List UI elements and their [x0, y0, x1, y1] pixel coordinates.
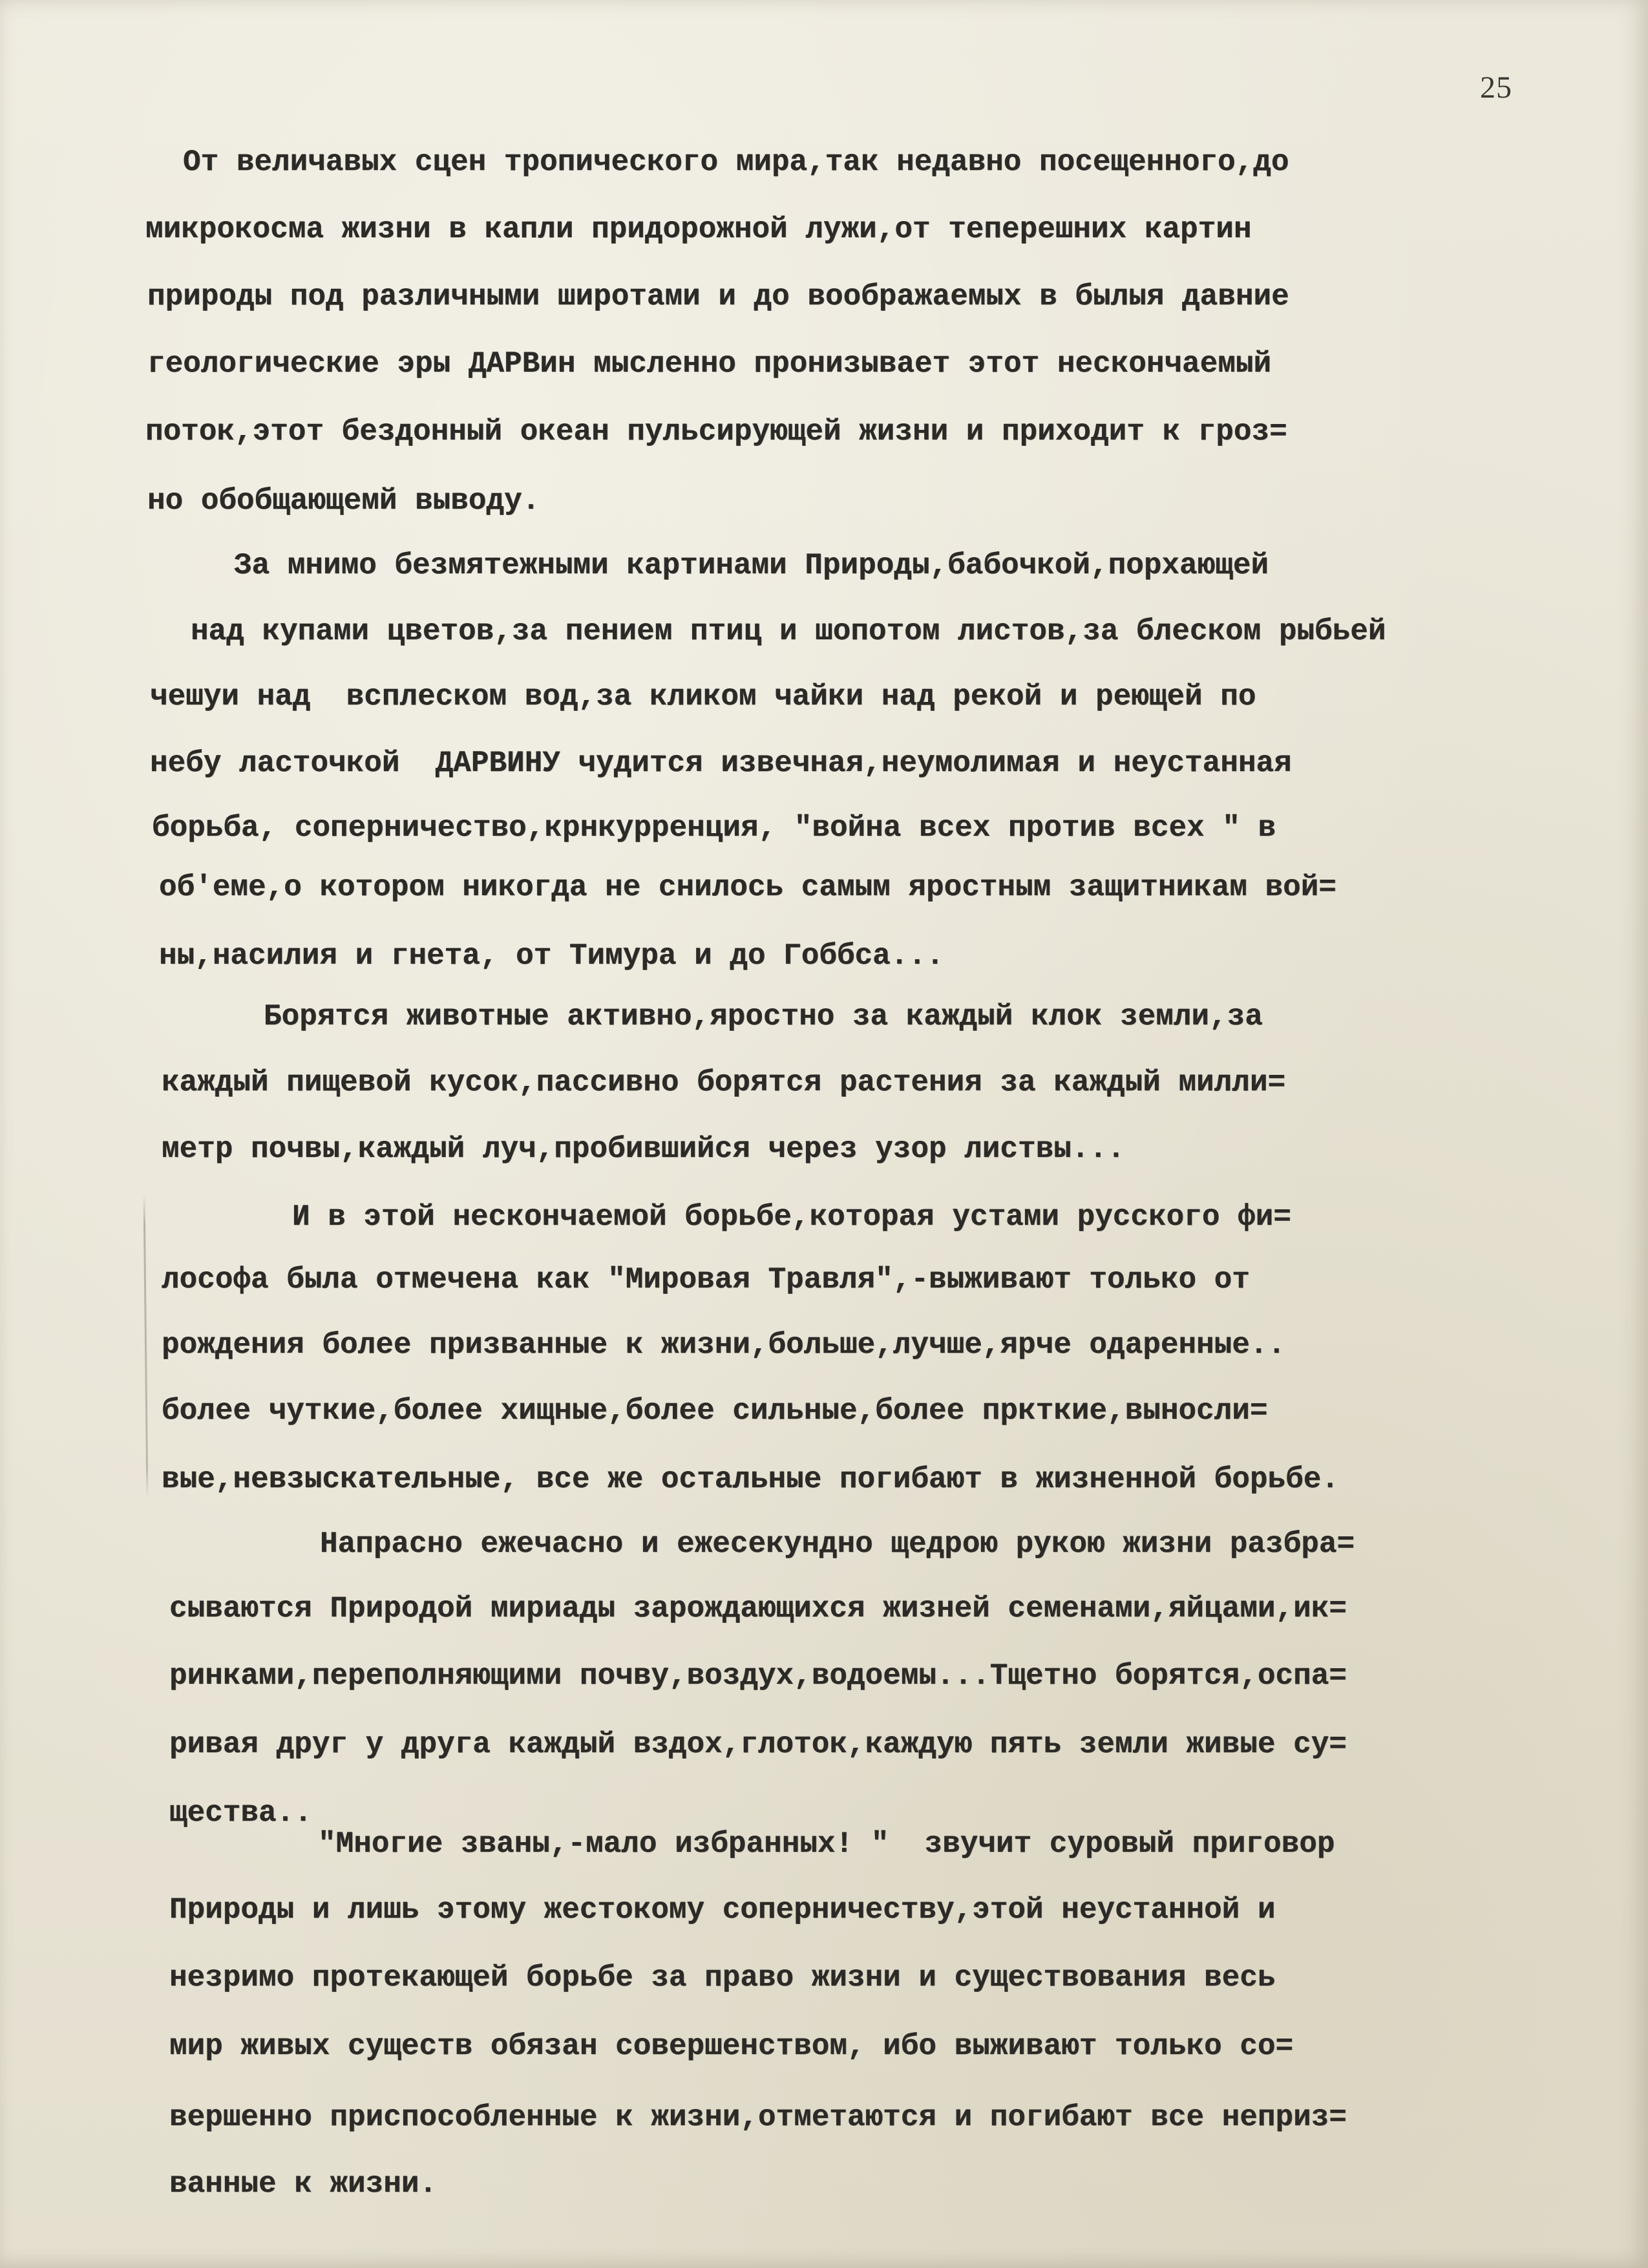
text-line: За мнимо безмятежными картинами Природы,бабочкой,порхающей [234, 549, 1269, 582]
text-line: Напрасно ежечасно и ежесекундно щедрою рукою жизни разбра= [320, 1527, 1355, 1561]
text-line: ны,насилия и гнета, от Тимура и до Гоббса... [159, 939, 944, 973]
text-line: ринками,переполняющими почву,воздух,водоемы...Тщетно борятся,оспа= [169, 1659, 1347, 1693]
text-line: вые,невзыскательные, все же остальные погибают в жизненной борьбе. [162, 1463, 1339, 1496]
text-line: И в этой нескончаемой борьбе,которая устами русского фи= [292, 1200, 1291, 1234]
text-line: щества.. [169, 1796, 312, 1830]
text-line: природы под различными широтами и до воображаемых в былыя давние [147, 280, 1289, 313]
text-line: "Многие званы,-мало избранных! " звучит суровый приговор [318, 1827, 1335, 1861]
text-line: микрокосма жизни в капли придорожной лужи,от теперешних картин [145, 213, 1252, 246]
text-line: вершенно приспособленные к жизни,отметаются и погибают все неприз= [169, 2101, 1347, 2134]
text-line: борьба, соперничество,крнкурренция, "война всех против всех " в [152, 811, 1276, 845]
text-line: более чуткие,более хищные,более сильные,более пркткие,выносли= [162, 1394, 1268, 1428]
text-line: От величавых сцен тропического мира,так недавно посещенного,до [183, 145, 1289, 179]
text-line: мир живых существ обязан совершенством, ибо выживают только со= [169, 2030, 1294, 2063]
text-line: метр почвы,каждый луч,пробившийся через узор листвы... [162, 1132, 1125, 1166]
text-line: небу ласточкой ДАРВИНУ чудится извечная,неумолимая и неустанная [150, 747, 1292, 780]
text-line: над купами цветов,за пением птиц и шопотом листов,за блеском рыбьей [191, 615, 1386, 648]
text-line: об'еме,о котором никогда не снилось самым яростным защитникам вой= [159, 871, 1336, 904]
text-line: сываются Природой мириады зарождающихся жизней семенами,яйцами,ик= [169, 1592, 1347, 1626]
text-line: незримо протекающей борьбе за право жизни и существования весь [169, 1961, 1276, 1995]
text-line: Природы и лишь этому жестокому соперничеству,этой неустанной и [169, 1893, 1276, 1927]
text-line: но обобщающемй выводу. [147, 484, 540, 518]
text-line: лософа была отмечена как "Мировая Травля",-выживают только от [162, 1263, 1250, 1297]
text-line: ривая друг у друга каждый вздох,глоток,каждую пять земли живые су= [169, 1728, 1347, 1761]
text-line: чешуи над всплеском вод,за кликом чайки над рекой и реющей по [150, 680, 1256, 714]
text-line: поток,этот бездонный океан пульсирующей жизни и приходит к гроз= [145, 415, 1287, 449]
page-number: 25 [1480, 70, 1512, 105]
text-line: рождения более призванные к жизни,больше,лучше,ярче одаренные.. [162, 1328, 1286, 1362]
text-line: геологические эры ДАРВин мысленно пронизывает этот нескончаемый [147, 347, 1272, 381]
text-line: каждый пищевой кусок,пассивно борятся растения за каждый милли= [162, 1066, 1286, 1099]
text-line: ванные к жизни. [169, 2167, 438, 2201]
text-line: Борятся животные активно,яростно за каждый клок земли,за [264, 1000, 1263, 1033]
